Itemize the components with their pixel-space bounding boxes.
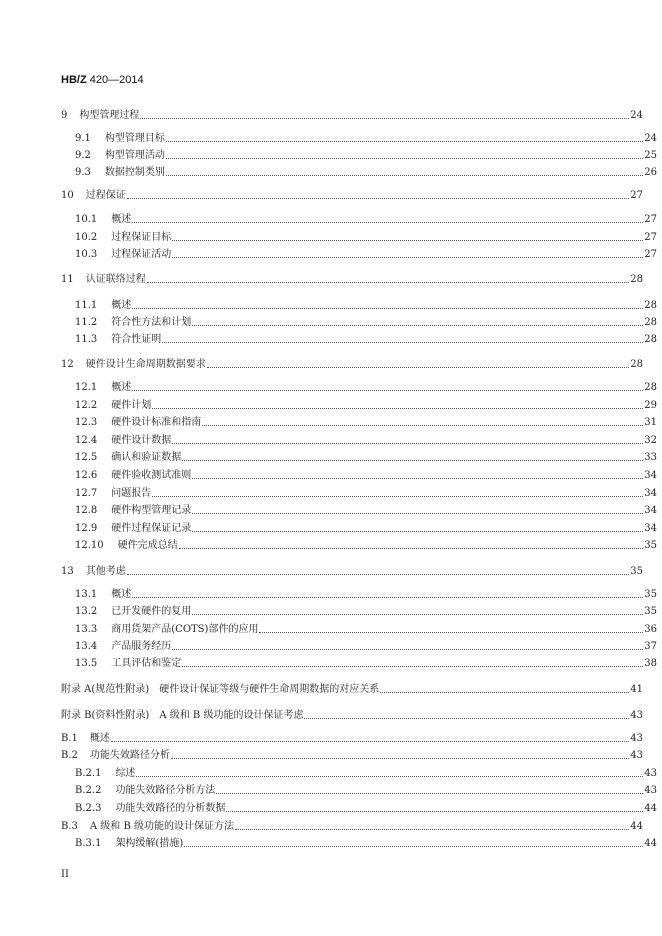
toc-entry-page: 28: [630, 274, 643, 285]
toc-entry-page: 28: [644, 317, 657, 328]
toc-entry[interactable]: [0, 106, 643, 122]
toc-entry-page: 27: [644, 232, 657, 243]
toc-entry-title: 符合性证明: [111, 334, 162, 345]
dot-leader: [192, 614, 643, 615]
toc-entry-title: 架构缓解(措施): [115, 838, 184, 849]
toc-entry[interactable]: [0, 313, 657, 329]
toc-entry-page: 26: [644, 167, 657, 178]
toc-entry-page: 43: [630, 710, 643, 721]
toc-entry-title: 概述: [111, 382, 132, 393]
toc-entry-page: 44: [644, 803, 657, 814]
toc-entry[interactable]: [0, 413, 657, 429]
toc-entry[interactable]: [0, 466, 657, 482]
toc-entry[interactable]: [0, 729, 643, 745]
dot-leader: [259, 632, 643, 633]
toc-entry-title: 认证联络过程: [85, 274, 146, 285]
dot-leader: [179, 548, 644, 549]
dot-leader: [152, 408, 643, 409]
toc-entry[interactable]: [0, 654, 657, 670]
toc-entry-number: 12.9: [75, 523, 98, 534]
toc-entry-number: 11: [61, 274, 74, 285]
toc-entry[interactable]: [0, 706, 643, 722]
dot-leader: [207, 367, 630, 368]
dot-leader: [166, 158, 643, 159]
toc-entry-title: 商用货架产品(COTS)部件的应用: [111, 624, 259, 635]
dot-leader: [216, 793, 643, 794]
toc-entry-page: 24: [644, 133, 657, 144]
toc-entry-page: 43: [630, 750, 643, 761]
toc-entry-page: 34: [644, 488, 657, 499]
toc-entry-number: 12: [61, 359, 74, 370]
toc-entry-title: A 级和 B 级功能的设计保证考虑: [159, 710, 304, 721]
toc-entry-number: 12.4: [75, 435, 98, 446]
toc-entry-number: 13.4: [75, 641, 98, 652]
toc-entry[interactable]: [0, 270, 643, 286]
toc-entry-number: 12.1: [75, 382, 98, 393]
toc-entry-title: 硬件设计数据: [111, 435, 172, 446]
toc-entry[interactable]: [0, 834, 657, 850]
toc-entry[interactable]: [0, 396, 657, 412]
toc-entry-title: A 级和 B 级功能的设计保证方法: [89, 821, 234, 832]
toc-entry[interactable]: [0, 296, 657, 312]
dot-leader: [136, 776, 643, 777]
toc-entry[interactable]: [0, 519, 657, 535]
toc-entry-number: 12.7: [75, 488, 98, 499]
toc-entry-title: 概述: [89, 733, 110, 744]
toc-entry[interactable]: [0, 562, 643, 578]
toc-entry-page: 37: [644, 641, 657, 652]
dot-leader: [172, 257, 643, 258]
dot-leader: [182, 460, 643, 461]
toc-entry-number: 13.1: [75, 589, 98, 600]
dot-leader: [192, 513, 643, 514]
dot-leader: [172, 649, 643, 650]
toc-entry-title: 硬件设计保证等级与硬件生命周期数据的对应关系: [159, 684, 380, 695]
toc-entry-page: 34: [644, 505, 657, 516]
standard-number: 420—2014: [89, 74, 144, 86]
toc-entry-page: 28: [644, 300, 657, 311]
toc-entry[interactable]: [0, 228, 657, 244]
dot-leader: [162, 342, 643, 343]
toc-entry[interactable]: [0, 186, 643, 202]
toc-entry[interactable]: [0, 378, 657, 394]
toc-entry-title: 功能失效路径的分析数据: [115, 803, 226, 814]
toc-entry-number: 13.2: [75, 606, 98, 617]
toc-entry-number: 10: [61, 190, 74, 201]
toc-entry-number: 10.1: [75, 214, 98, 225]
toc-entry-number: 13.5: [75, 658, 98, 669]
toc-entry-number: 附录 B(资料性附录): [61, 710, 150, 721]
dot-leader: [171, 758, 629, 759]
toc-entry[interactable]: [0, 764, 657, 780]
toc-entry[interactable]: [0, 746, 643, 762]
toc-entry-page: 43: [644, 785, 657, 796]
dot-leader: [152, 496, 643, 497]
toc-entry-title: 功能失效路径分析方法: [115, 785, 216, 796]
toc-entry-page: 25: [644, 150, 657, 161]
dot-leader: [380, 692, 629, 693]
toc-entry-number: 9.3: [75, 167, 91, 178]
toc-entry-number: 10.3: [75, 249, 98, 260]
toc-entry-title: 问题报告: [111, 488, 152, 499]
toc-entry-number: 9.1: [75, 133, 91, 144]
toc-entry-number: 11.3: [75, 334, 98, 345]
toc-entry[interactable]: [0, 163, 657, 179]
toc-entry-title: 硬件过程保证记录: [111, 523, 192, 534]
dot-leader: [184, 846, 643, 847]
toc-entry[interactable]: [0, 245, 657, 261]
dot-leader: [132, 390, 643, 391]
toc-entry-number: B.2.2: [75, 785, 102, 796]
toc-entry-page: 44: [644, 838, 657, 849]
toc-entry-title: 硬件完成总结: [117, 540, 178, 551]
dot-leader: [127, 198, 630, 199]
toc-entry-number: B.3.1: [75, 838, 102, 849]
toc-entry-number: 12.5: [75, 452, 98, 463]
toc-entry-title: 硬件验收测试准则: [111, 470, 192, 481]
dot-leader: [226, 811, 643, 812]
toc-entry-page: 35: [644, 589, 657, 600]
toc-entry-page: 35: [630, 566, 643, 577]
toc-entry-page: 28: [644, 334, 657, 345]
toc-entry-page: 24: [630, 110, 643, 121]
dot-leader: [192, 478, 643, 479]
toc-entry[interactable]: [0, 355, 643, 371]
toc-entry[interactable]: [0, 431, 657, 447]
page-number: II: [61, 869, 69, 880]
toc-entry-page: 41: [630, 684, 643, 695]
toc-entry[interactable]: [0, 620, 657, 636]
toc-entry-page: 31: [644, 417, 657, 428]
toc-entry-title: 概述: [111, 589, 132, 600]
toc-entry-title: 过程保证: [85, 190, 126, 201]
toc-entry-number: 9: [61, 110, 68, 121]
dot-leader: [132, 597, 643, 598]
toc-entry[interactable]: [0, 680, 643, 696]
toc-entry-number: 11.1: [75, 300, 98, 311]
dot-leader: [140, 118, 629, 119]
toc-entry[interactable]: [0, 781, 657, 797]
toc-entry-page: 32: [644, 435, 657, 446]
toc-entry-page: 44: [630, 821, 643, 832]
toc-entry-number: B.1: [61, 733, 78, 744]
toc-entry-page: 28: [644, 382, 657, 393]
toc-entry-title: 符合性方法和计划: [111, 317, 192, 328]
dot-leader: [127, 574, 630, 575]
toc-entry-title: 概述: [111, 214, 132, 225]
toc-entry[interactable]: [0, 799, 657, 815]
toc-entry-page: 27: [630, 190, 643, 201]
dot-leader: [235, 829, 629, 830]
toc-entry-title: 过程保证目标: [111, 232, 172, 243]
toc-entry-number: B.2.1: [75, 768, 102, 779]
toc-entry-number: 12.6: [75, 470, 98, 481]
toc-entry[interactable]: [0, 817, 643, 833]
toc-entry-page: 34: [644, 470, 657, 481]
dot-leader: [202, 425, 643, 426]
toc-entry-page: 33: [644, 452, 657, 463]
toc-entry[interactable]: [0, 484, 657, 500]
dot-leader: [166, 141, 643, 142]
dot-leader: [172, 443, 643, 444]
toc-entry-number: 12.10: [75, 540, 104, 551]
toc-entry-page: 38: [644, 658, 657, 669]
toc-entry-page: 36: [644, 624, 657, 635]
toc-entry-title: 硬件设计标准和指南: [111, 417, 202, 428]
dot-leader: [172, 240, 643, 241]
toc-entry-title: 构型管理目标: [104, 133, 165, 144]
toc-entry-number: 11.2: [75, 317, 98, 328]
toc-entry-title: 功能失效路径分析: [89, 750, 170, 761]
toc-entry-page: 35: [644, 606, 657, 617]
toc-entry-title: 工具评估和鉴定: [111, 658, 182, 669]
toc-entry[interactable]: [0, 536, 657, 552]
toc-entry-title: 确认和验证数据: [111, 452, 182, 463]
toc-entry-title: 产品服务经历: [111, 641, 172, 652]
toc-entry-number: 13.3: [75, 624, 98, 635]
toc-entry-number: 12.8: [75, 505, 98, 516]
toc-entry-title: 硬件构型管理记录: [111, 505, 192, 516]
dot-leader: [182, 666, 643, 667]
toc-entry-title: 硬件计划: [111, 400, 152, 411]
toc-entry-title: 概述: [111, 300, 132, 311]
dot-leader: [147, 282, 630, 283]
toc-entry-title: 其他考虑: [85, 566, 126, 577]
toc-entry-number: 12.3: [75, 417, 98, 428]
toc-entry-number: B.2.3: [75, 803, 102, 814]
toc-entry-page: 28: [630, 359, 643, 370]
toc-entry-number: 10.2: [75, 232, 98, 243]
toc-entry-page: 43: [644, 768, 657, 779]
toc-entry[interactable]: [0, 210, 657, 226]
toc-entry[interactable]: [0, 602, 657, 618]
dot-leader: [132, 222, 643, 223]
toc-entry-title: 构型管理活动: [104, 150, 165, 161]
standard-code: HB/Z: [61, 74, 87, 86]
toc-entry-number: 9.2: [75, 150, 91, 161]
toc-entry-page: 27: [644, 249, 657, 260]
toc-entry[interactable]: [0, 330, 657, 346]
toc-entry-page: 34: [644, 523, 657, 534]
dot-leader: [192, 531, 643, 532]
toc-entry-title: 构型管理过程: [79, 110, 140, 121]
toc-entry-title: 硬件设计生命周期数据要求: [85, 359, 206, 370]
toc-entry-page: 35: [644, 540, 657, 551]
toc-entry-number: 附录 A(规范性附录): [61, 684, 150, 695]
toc-entry-page: 29: [644, 400, 657, 411]
toc-entry-number: 13: [61, 566, 74, 577]
toc-entry[interactable]: [0, 501, 657, 517]
toc-entry-title: 过程保证活动: [111, 249, 172, 260]
dot-leader: [132, 308, 643, 309]
toc-entry[interactable]: [0, 585, 657, 601]
toc-entry-number: B.3: [61, 821, 78, 832]
toc-entry-title: 已开发硬件的复用: [111, 606, 192, 617]
toc-entry-page: 27: [644, 214, 657, 225]
dot-leader: [166, 175, 643, 176]
dot-leader: [111, 741, 629, 742]
toc-entry-page: 43: [630, 733, 643, 744]
toc-entry[interactable]: [0, 129, 657, 145]
toc-entry-number: B.2: [61, 750, 78, 761]
dot-leader: [304, 718, 629, 719]
toc-entry[interactable]: [0, 637, 657, 653]
toc-entry-number: 12.2: [75, 400, 98, 411]
toc-entry-title: 数据控制类别: [104, 167, 165, 178]
toc-entry[interactable]: [0, 146, 657, 162]
toc-entry-title: 综述: [115, 768, 136, 779]
toc-entry[interactable]: [0, 448, 657, 464]
dot-leader: [192, 325, 643, 326]
